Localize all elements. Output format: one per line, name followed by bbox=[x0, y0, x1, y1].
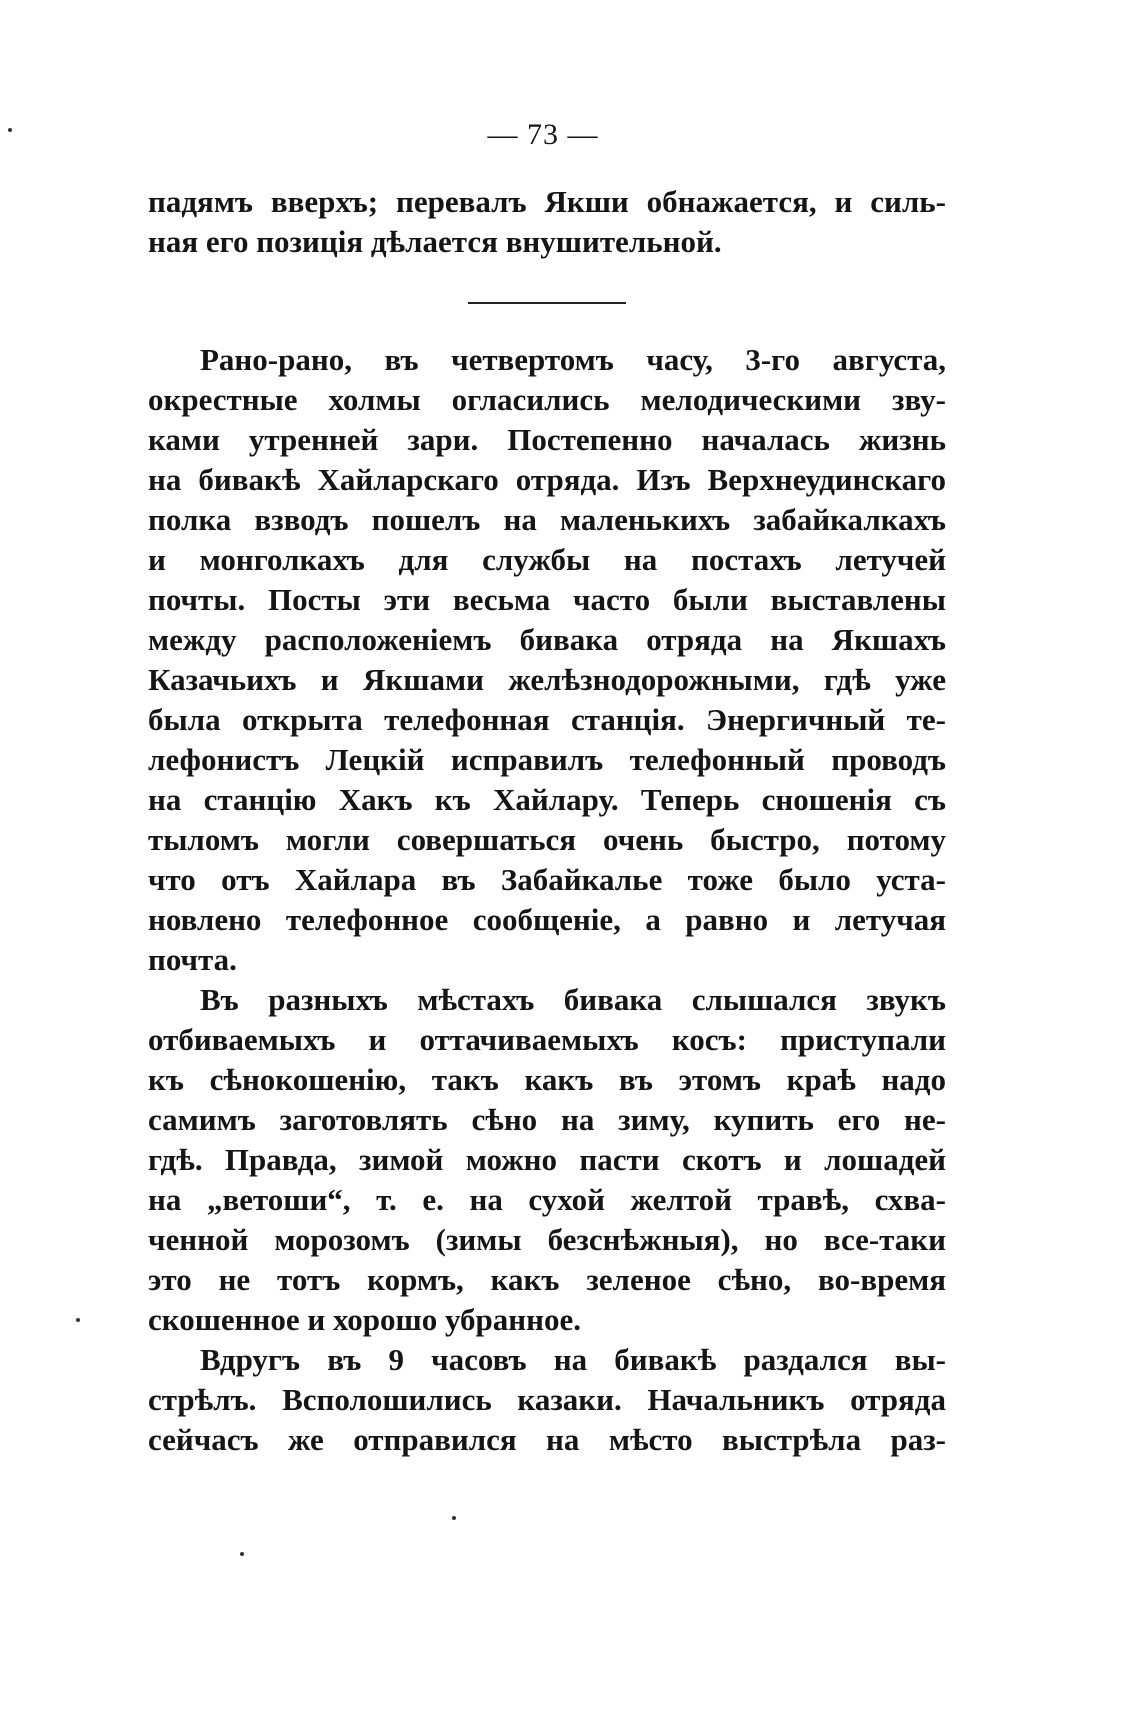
text-line: къ сѣнокошенію, такъ какъ въ этомъ краѣ надо bbox=[148, 1062, 946, 1097]
text-line: падямъ вверхъ; перевалъ Якши обнажается, и силь- bbox=[148, 184, 946, 219]
text-line: между расположеніемъ бивака отряда на Якшахъ bbox=[148, 622, 946, 657]
text-line: Казачьихъ и Якшами желѣзнодорожными, гдѣ уже bbox=[148, 662, 946, 697]
text-line: окрестные холмы огласились мелодическими зву- bbox=[148, 382, 946, 417]
text-line: на „ветоши“, т. е. на сухой желтой травѣ, схва- bbox=[148, 1182, 946, 1217]
text-line: новлено телефонное сообщеніе, а равно и летучая bbox=[148, 902, 946, 937]
text-line: ками утренней зари. Постепенно началась жизнь bbox=[148, 422, 946, 457]
text-line: на станцію Хакъ къ Хайлару. Теперь сношенія съ bbox=[148, 782, 946, 817]
text-line: что отъ Хайлара въ Забайкалье тоже было уста- bbox=[148, 862, 946, 897]
text-line: стрѣлъ. Всполошились казаки. Начальникъ отряда bbox=[148, 1382, 946, 1417]
text-line: и монголкахъ для службы на постахъ летучей bbox=[148, 542, 946, 577]
text-line: Вдругъ въ 9 часовъ на бивакѣ раздался вы- bbox=[200, 1342, 946, 1377]
text-line: скошенное и хорошо убранное. bbox=[148, 1302, 582, 1337]
text-line: ченной морозомъ (зимы безснѣжныя), но все-таки bbox=[148, 1222, 946, 1257]
text-line: Рано-рано, въ четвертомъ часу, 3-го августа, bbox=[200, 342, 946, 377]
scan-speck bbox=[240, 1552, 244, 1556]
text-line: тыломъ могли совершаться очень быстро, потому bbox=[148, 822, 946, 857]
text-line: полка взводъ пошелъ на маленькихъ забайкалкахъ bbox=[148, 502, 946, 537]
section-separator bbox=[468, 302, 626, 304]
page-number: — 73 — bbox=[487, 118, 599, 151]
text-line: это не тотъ кормъ, какъ зеленое сѣно, во-время bbox=[148, 1262, 946, 1297]
text-line: лефонистъ Лецкій исправилъ телефонный проводъ bbox=[148, 742, 946, 777]
text-line: гдѣ. Правда, зимой можно пасти скотъ и лошадей bbox=[148, 1142, 946, 1177]
text-line: Въ разныхъ мѣстахъ бивака слышался звукъ bbox=[200, 982, 946, 1017]
text-line: ная его позиція дѣлается внушительной. bbox=[148, 224, 722, 259]
text-line: самимъ заготовлять сѣно на зиму, купить его не- bbox=[148, 1102, 946, 1137]
text-line: почта. bbox=[148, 942, 237, 977]
text-line: отбиваемыхъ и оттачиваемыхъ косъ: приступали bbox=[148, 1022, 946, 1057]
scan-speck bbox=[8, 128, 12, 132]
text-line: была открыта телефонная станція. Энергичный те- bbox=[148, 702, 946, 737]
text-line: сейчасъ же отправился на мѣсто выстрѣла раз- bbox=[148, 1422, 946, 1457]
scan-speck bbox=[452, 1516, 456, 1520]
text-line: на бивакѣ Хайларскаго отряда. Изъ Верхнеудинскаго bbox=[148, 462, 946, 497]
scan-speck bbox=[76, 1318, 80, 1322]
text-line: почты. Посты эти весьма часто были выставлены bbox=[148, 582, 946, 617]
